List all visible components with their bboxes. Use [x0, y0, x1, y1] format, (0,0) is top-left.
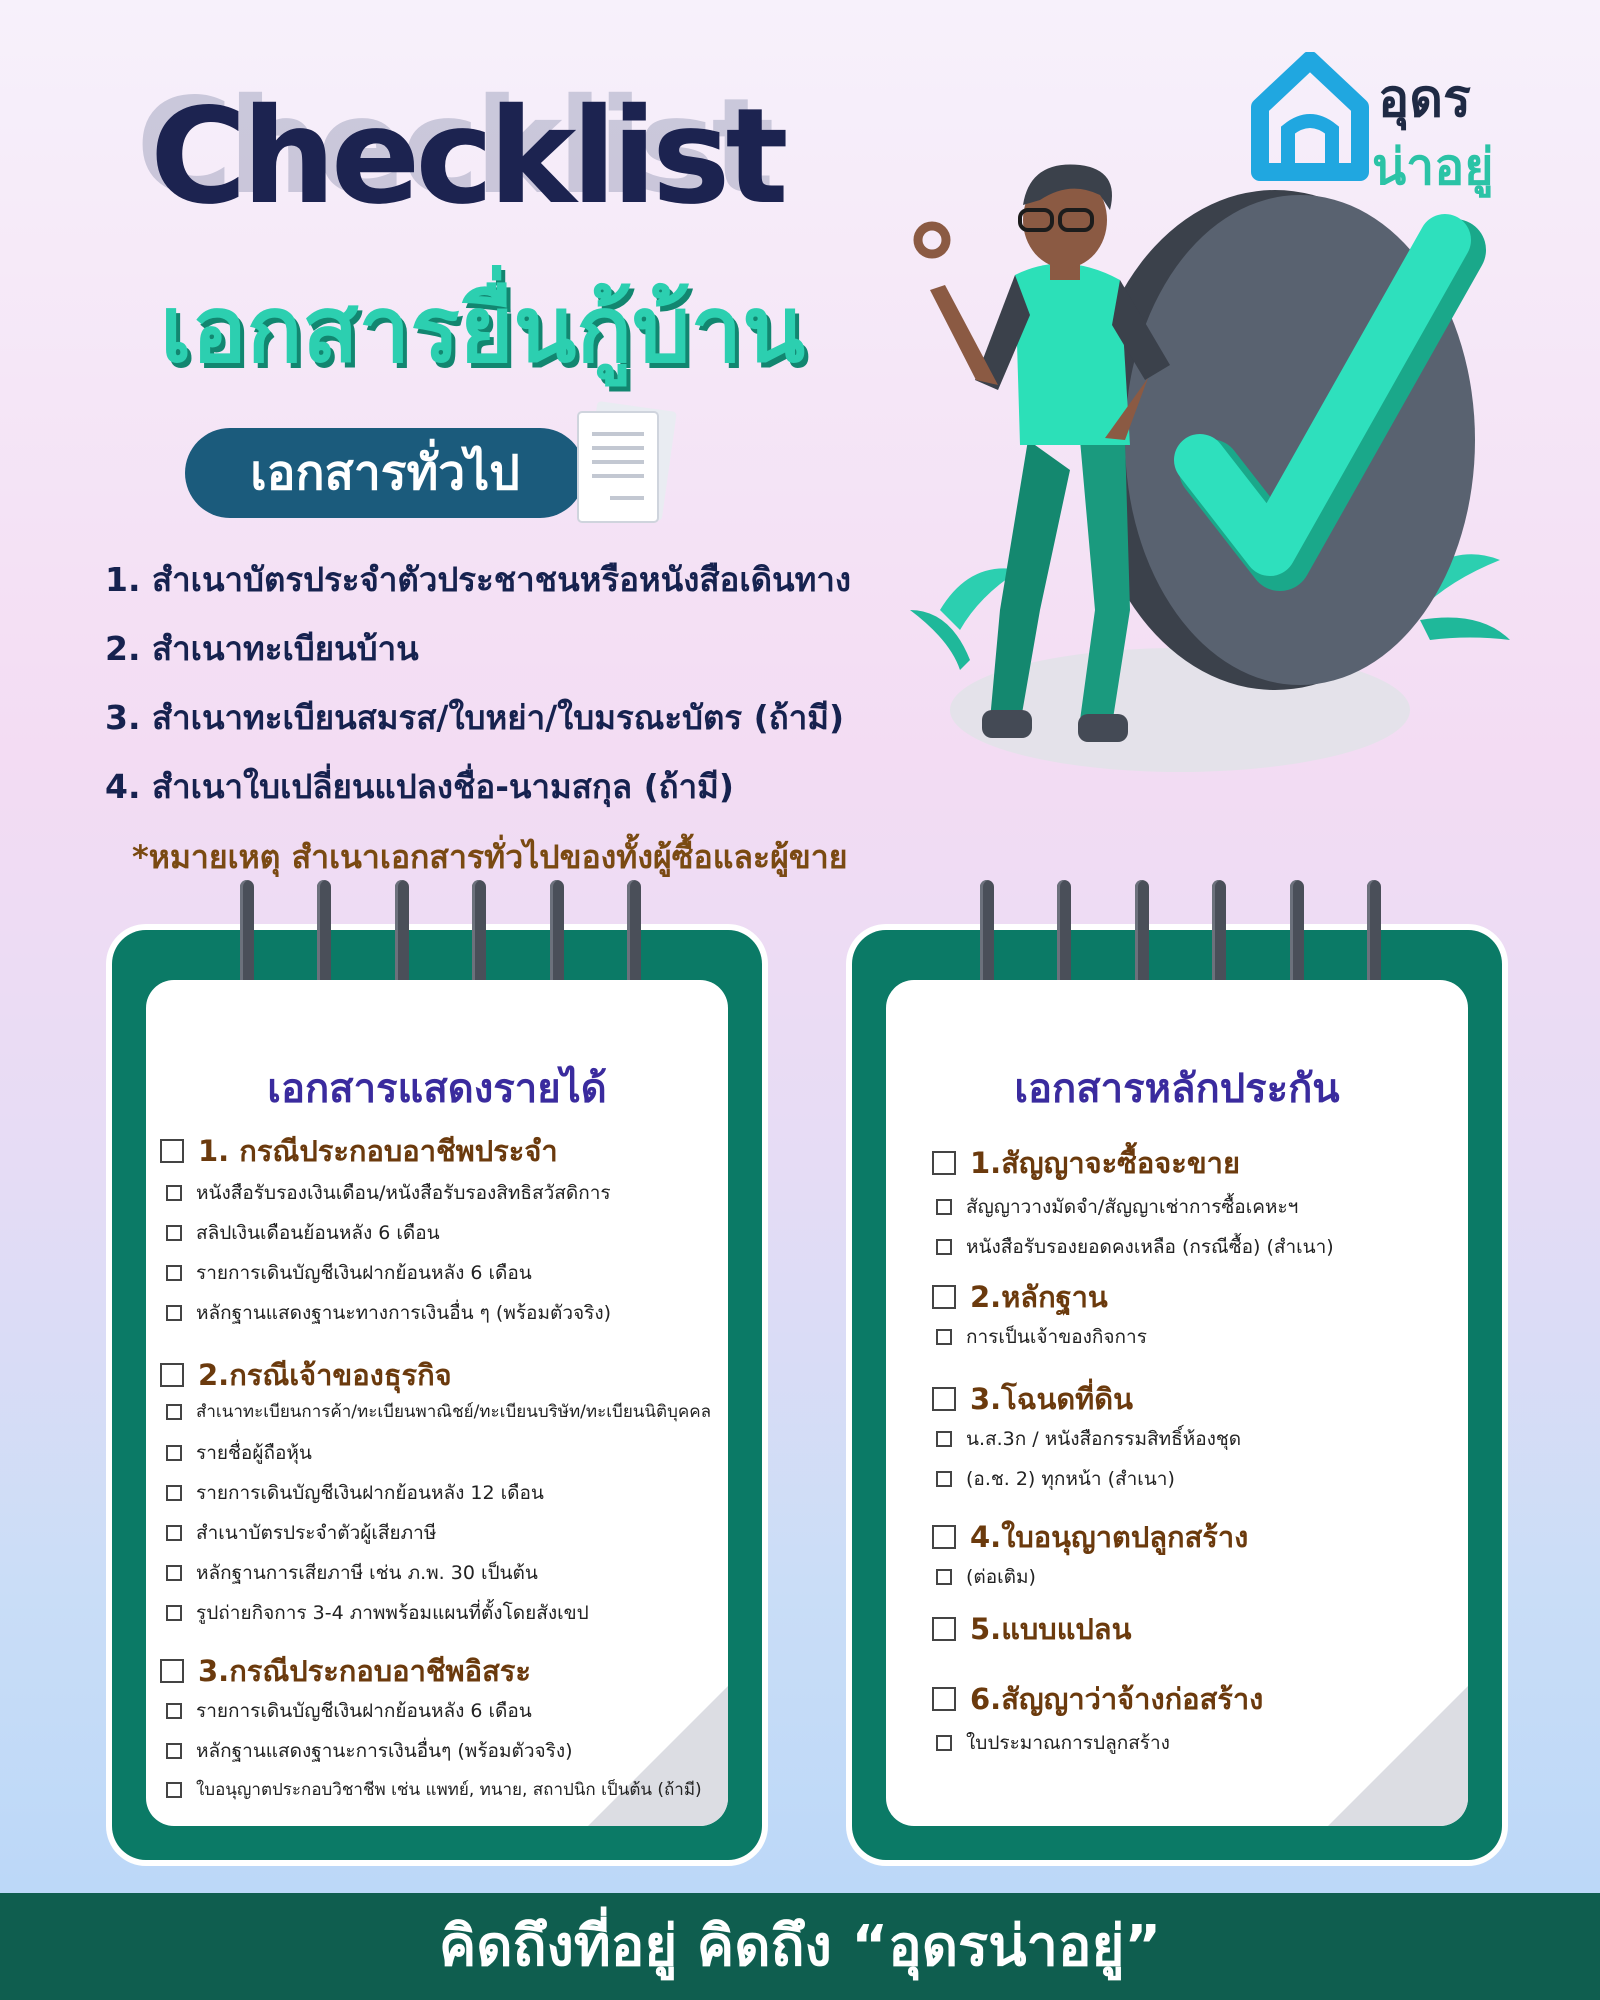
general-note: *หมายเหตุ สำเนาเอกสารทั่วไปของทั้งผู้ซื้อและผู้ขาย	[132, 838, 848, 876]
collateral-docs-notebook	[852, 930, 1502, 1860]
collateral-category-3	[932, 1376, 1133, 1422]
item-label: หลักฐานการเสียภาษี เช่น ภ.พ. 30 เป็นต้น	[196, 1562, 538, 1584]
notebook-page	[886, 980, 1468, 1826]
person-with-checkmark-illustration	[880, 140, 1520, 780]
item-label: สัญญาวางมัดจำ/สัญญาเช่าการซื้อเคหะฯ	[966, 1196, 1299, 1218]
checkbox[interactable]	[936, 1431, 952, 1447]
item-label: การเป็นเจ้าของกิจการ	[966, 1326, 1147, 1348]
checklist-item	[936, 1192, 1298, 1222]
item-label: รูปถ่ายกิจการ 3-4 ภาพพร้อมแผนที่ตั้งโดยสังเขป	[196, 1602, 589, 1624]
checkbox[interactable]	[932, 1525, 956, 1549]
income-heading: เอกสารแสดงรายได้	[267, 1066, 607, 1112]
item-label: รายชื่อผู้ถือหุ้น	[196, 1442, 312, 1464]
checklist-item	[936, 1728, 1170, 1758]
item-label: รายการเดินบัญชีเงินฝากย้อนหลัง 12 เดือน	[196, 1482, 544, 1504]
item-label: หนังสือรับรองยอดคงเหลือ (กรณีซื้อ) (สำเนา)	[966, 1236, 1334, 1258]
category-label: 2.กรณีเจ้าของธุรกิจ	[198, 1358, 452, 1392]
checkbox[interactable]	[166, 1485, 182, 1501]
collateral-category-1	[932, 1140, 1240, 1186]
category-label: 3.โฉนดที่ดิน	[970, 1382, 1133, 1416]
checkbox[interactable]	[936, 1329, 952, 1345]
footer-slogan: คิดถึงที่อยู่ คิดถึง “อุดรน่าอยู่”	[0, 1893, 1600, 2000]
logo-text-line1: อุดร	[1378, 69, 1471, 129]
item-label: (ต่อเติม)	[966, 1566, 1036, 1588]
checklist-item	[166, 1218, 440, 1248]
category-label: 1.สัญญาจะซื้อจะขาย	[970, 1146, 1240, 1180]
page-fold	[588, 1686, 728, 1826]
document-icon	[570, 398, 680, 528]
list-item: 4. สำเนาใบเปลี่ยนแปลงชื่อ-นามสกุล (ถ้ามี)	[105, 767, 734, 806]
item-label: หลักฐานแสดงฐานะทางการเงินอื่น ๆ (พร้อมตัวจริง)	[196, 1302, 612, 1324]
income-docs-notebook	[112, 930, 762, 1860]
collateral-category-4	[932, 1514, 1248, 1560]
checklist-item	[166, 1776, 702, 1803]
checklist-item	[936, 1322, 1147, 1352]
checkbox[interactable]	[166, 1782, 182, 1798]
checklist-item	[166, 1598, 589, 1628]
category-label: 6.สัญญาว่าจ้างก่อสร้าง	[970, 1682, 1264, 1716]
page-fold	[1328, 1686, 1468, 1826]
page-title: Checklist	[150, 80, 784, 234]
income-category-1	[160, 1128, 558, 1174]
income-category-3	[160, 1648, 531, 1694]
checkbox[interactable]	[166, 1565, 182, 1581]
category-label: 1. กรณีประกอบอาชีพประจำ	[198, 1134, 558, 1168]
checklist-item	[936, 1424, 1241, 1454]
checkbox[interactable]	[166, 1605, 182, 1621]
checkbox[interactable]	[166, 1743, 182, 1759]
item-label: สำเนาบัตรประจำตัวผู้เสียภาษี	[196, 1522, 437, 1544]
checkbox[interactable]	[166, 1225, 182, 1241]
collateral-category-6	[932, 1676, 1263, 1722]
checkbox[interactable]	[936, 1239, 952, 1255]
checklist-item	[936, 1562, 1036, 1592]
checkbox[interactable]	[166, 1265, 182, 1281]
general-docs-list	[105, 545, 851, 821]
category-label: 2.หลักฐาน	[970, 1280, 1108, 1314]
checkbox[interactable]	[936, 1569, 952, 1585]
checkbox[interactable]	[932, 1387, 956, 1411]
checkbox[interactable]	[932, 1285, 956, 1309]
item-label: หลักฐานแสดงฐานะการเงินอื่นๆ (พร้อมตัวจริง)	[196, 1740, 573, 1762]
item-label: (อ.ช. 2) ทุกหน้า (สำเนา)	[966, 1468, 1175, 1490]
checkbox[interactable]	[166, 1703, 182, 1719]
checkbox[interactable]	[166, 1445, 182, 1461]
item-label: สำเนาทะเบียนการค้า/ทะเบียนพาณิชย์/ทะเบียนบริษัท/ทะเบียนนิติบุคคล	[196, 1402, 712, 1422]
notebook-page	[146, 980, 728, 1826]
checkbox[interactable]	[936, 1199, 952, 1215]
checkbox[interactable]	[932, 1687, 956, 1711]
checklist-item	[166, 1696, 532, 1726]
logo-text-line2: น่าอยู่	[1372, 138, 1494, 196]
item-label: รายการเดินบัญชีเงินฝากย้อนหลัง 6 เดือน	[196, 1700, 532, 1722]
page-subtitle: เอกสารยื่นกู้บ้าน	[160, 276, 806, 383]
checkbox[interactable]	[160, 1363, 184, 1387]
checklist-item	[166, 1478, 544, 1508]
checkbox[interactable]	[160, 1659, 184, 1683]
item-label: ใบอนุญาตประกอบวิชาชีพ เช่น แพทย์, ทนาย, สถาปนิก เป็นต้น (ถ้ามี)	[196, 1780, 702, 1800]
general-docs-heading: เอกสารทั่วไป	[185, 428, 585, 518]
collateral-category-2	[932, 1274, 1108, 1320]
collateral-category-5	[932, 1606, 1131, 1652]
checkbox[interactable]	[936, 1471, 952, 1487]
checkbox[interactable]	[166, 1185, 182, 1201]
checklist-item	[936, 1464, 1175, 1494]
checklist-item	[166, 1438, 312, 1468]
checklist-item	[166, 1558, 538, 1588]
checkbox[interactable]	[932, 1151, 956, 1175]
checkbox[interactable]	[932, 1617, 956, 1641]
income-category-2	[160, 1352, 452, 1398]
item-label: รายการเดินบัญชีเงินฝากย้อนหลัง 6 เดือน	[196, 1262, 532, 1284]
checkbox[interactable]	[936, 1735, 952, 1751]
checklist-item	[936, 1232, 1334, 1262]
item-label: สลิปเงินเดือนย้อนหลัง 6 เดือน	[196, 1222, 440, 1244]
checklist-item	[166, 1258, 532, 1288]
category-label: 5.แบบแปลน	[970, 1612, 1132, 1646]
checkbox[interactable]	[166, 1305, 182, 1321]
checklist-item	[166, 1736, 573, 1766]
item-label: น.ส.3ก / หนังสือกรรมสิทธิ์ห้องชุด	[966, 1428, 1242, 1450]
item-label: หนังสือรับรองเงินเดือน/หนังสือรับรองสิทธิสวัสดิการ	[196, 1182, 611, 1204]
list-item: 3. สำเนาทะเบียนสมรส/ใบหย่า/ใบมรณะบัตร (ถ้ามี)	[105, 698, 845, 737]
item-label: ใบประมาณการปลูกสร้าง	[966, 1732, 1170, 1754]
category-label: 3.กรณีประกอบอาชีพอิสระ	[198, 1654, 531, 1688]
collateral-heading: เอกสารหลักประกัน	[1014, 1066, 1340, 1112]
checklist-item	[166, 1178, 611, 1208]
checkbox[interactable]	[166, 1525, 182, 1541]
category-label: 4.ใบอนุญาตปลูกสร้าง	[970, 1520, 1249, 1554]
list-item: 1. สำเนาบัตรประจำตัวประชาชนหรือหนังสือเดินทาง	[105, 560, 851, 599]
checklist-item	[166, 1518, 436, 1548]
checklist-item	[166, 1398, 711, 1425]
checkbox[interactable]	[160, 1139, 184, 1163]
checkbox[interactable]	[166, 1404, 182, 1420]
checklist-item	[166, 1298, 611, 1328]
list-item: 2. สำเนาทะเบียนบ้าน	[105, 629, 419, 668]
